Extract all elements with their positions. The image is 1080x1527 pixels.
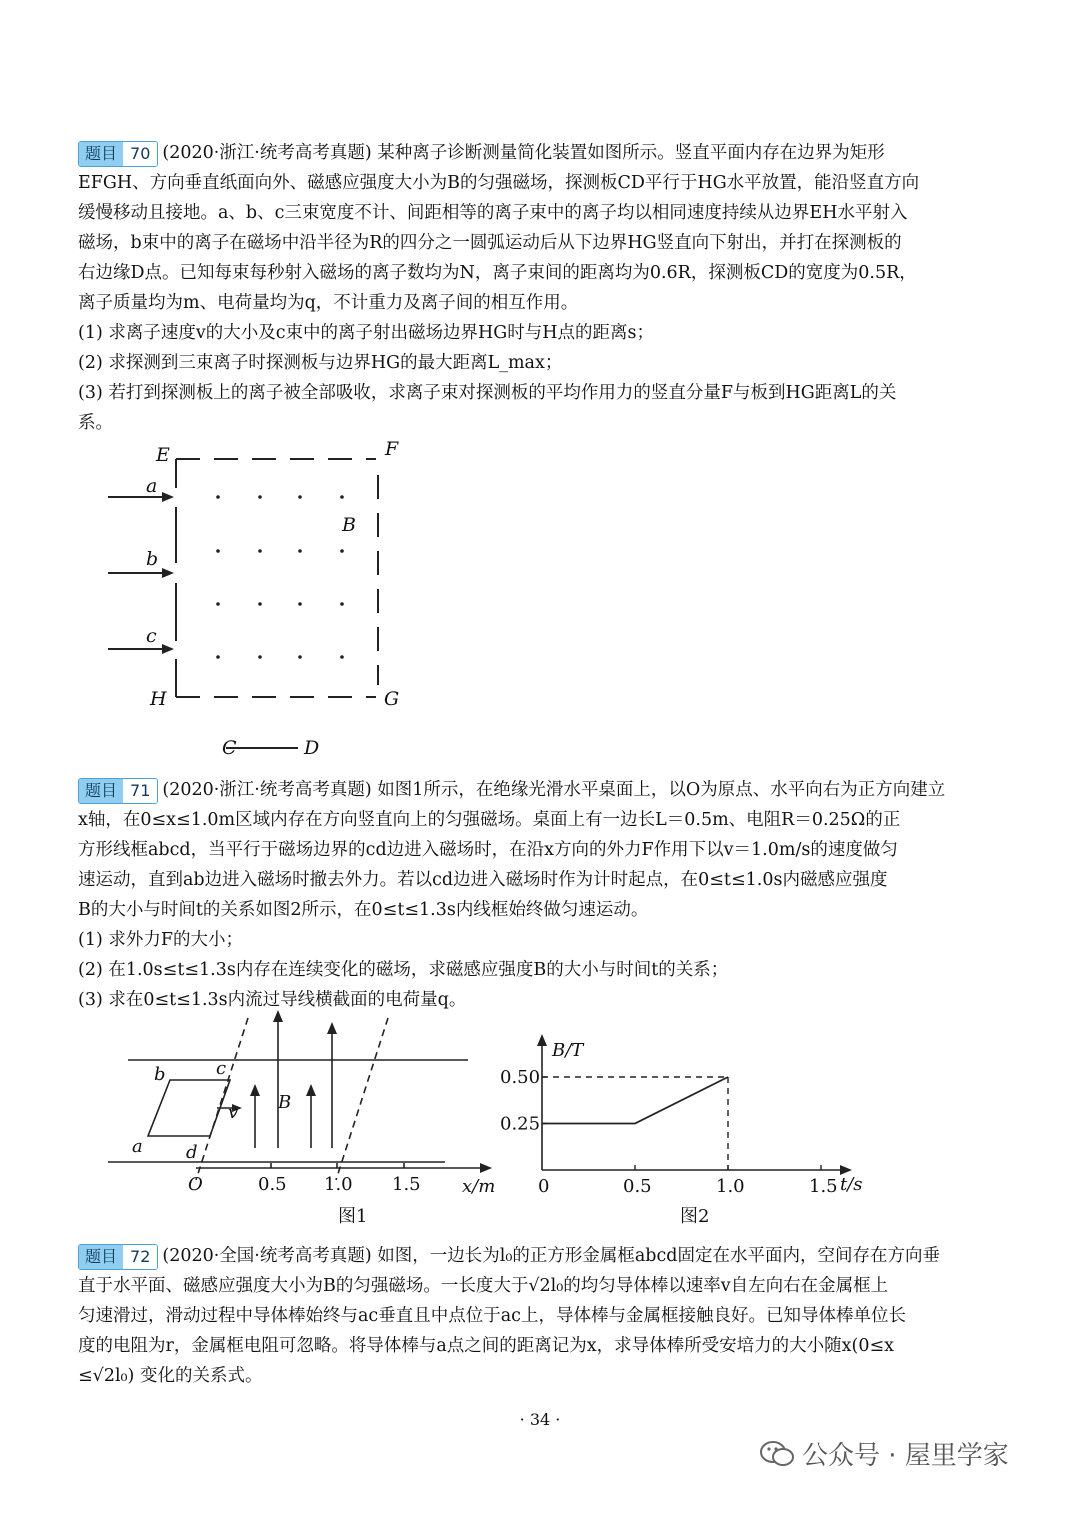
q72-line-1 bbox=[78, 1241, 940, 1271]
q72-text-1: (2020·全国·统考高考真题) 如图，一边长为l₀的正方形金属框abcd固定在水平面内，空间存在方向垂 bbox=[162, 1246, 941, 1266]
q71-sub-3: (3) 求在0≤t≤1.3s内流过导线横截面的电荷量q。 bbox=[78, 990, 467, 1010]
tag-number: 70 bbox=[123, 142, 157, 166]
x-tick-label: 0.5 bbox=[623, 1176, 652, 1197]
q70-sub-2: (2) 求探测到三束离子时探测板与边界HG的最大距离L_max； bbox=[78, 353, 563, 373]
x-tick-label-1.5: 1.5 bbox=[392, 1174, 421, 1195]
tag-number: 72 bbox=[123, 1245, 157, 1269]
q72-line-2: 直于水平面、磁感应强度大小为B的匀强磁场。一长度大于√2l₀的均匀导体棒以速率v自左向右在金属框上 bbox=[78, 1276, 889, 1296]
x-tick-label: 0 bbox=[538, 1176, 550, 1197]
y-tick-label: 0.50 bbox=[500, 1067, 541, 1088]
question-tag bbox=[78, 1244, 158, 1270]
x-tick-label: 1.0 bbox=[716, 1176, 745, 1197]
label-H: H bbox=[150, 688, 167, 710]
tag-label: 题目 bbox=[79, 1245, 123, 1269]
label-B: B bbox=[342, 514, 356, 536]
tag-number: 71 bbox=[123, 779, 157, 803]
q72-line-4: 度的电阻为r，金属框电阻可忽略。将导体棒与a点之间的距离记为x，求导体棒所受安培力的大小随x(0≤x bbox=[78, 1336, 895, 1356]
q71-line-1 bbox=[78, 775, 945, 805]
q70-sub-1: (1) 求离子速度v的大小及c束中的离子射出磁场边界HG时与H点的距离s； bbox=[78, 323, 655, 343]
field-arrowhead-4-icon bbox=[306, 1084, 316, 1096]
y-tick-label: 0.25 bbox=[500, 1113, 541, 1135]
q70-text-1: (2020·浙江·统考高考真题) 某种离子诊断测量简化装置如图所示。竖直平面内存在边界为矩形 bbox=[162, 143, 885, 163]
label-O: O bbox=[188, 1174, 203, 1195]
q71-line-4: 速运动，直到ab边进入磁场时撤去外力。若以cd边进入磁场时作为计时起点，在0≤t≤1.0s内磁感应强度 bbox=[78, 870, 888, 890]
q71-sub-1: (1) 求外力F的大小； bbox=[78, 930, 243, 950]
q70-line-6: 离子质量均为m、电荷量均为q，不计重力及离子间的相互作用。 bbox=[78, 293, 579, 313]
q71-line-2: x轴，在0≤x≤1.0m区域内存在方向竖直向上的匀强磁场。桌面上有一边长L＝0.5m、电阻R＝0.25Ω的正 bbox=[78, 810, 901, 830]
q70-figure bbox=[100, 435, 420, 765]
watermark bbox=[760, 1435, 1009, 1472]
label-c: c bbox=[216, 1058, 227, 1079]
field-arrowhead-2-icon bbox=[327, 1022, 337, 1034]
label-C: C bbox=[222, 737, 237, 759]
q71-text-1: (2020·浙江·统考高考真题) 如图1所示，在绝缘光滑水平桌面上，以O为原点、水平向右为正方向建立 bbox=[162, 780, 946, 800]
q70-line-4: 磁场，b束中的离子在磁场中沿半径为R的四分之一圆弧运动后从下边界HG竖直向下射出，并打在探测板的 bbox=[78, 233, 902, 253]
x-tick-label-1.0: 1.0 bbox=[324, 1174, 353, 1195]
field-edge-left bbox=[196, 1018, 248, 1180]
y-axis-arrow-icon bbox=[537, 1034, 547, 1046]
x-axis-label: x/m bbox=[462, 1176, 496, 1197]
q70-line-5: 右边缘D点。已知每束每秒射入磁场的离子数均为N，离子束间的距离均为0.6R，探测板CD的宽度为0.5R， bbox=[78, 263, 917, 283]
label-a: a bbox=[132, 1136, 143, 1157]
x-tick-label: 1.5 bbox=[809, 1176, 838, 1197]
figure-2-caption: 图2 bbox=[680, 1206, 710, 1227]
label-F: F bbox=[385, 438, 399, 460]
field-dots bbox=[216, 495, 344, 659]
series-line-B bbox=[542, 1077, 728, 1124]
arrow-a-icon bbox=[162, 492, 174, 502]
q70-line-1 bbox=[78, 138, 885, 168]
label-v: v bbox=[228, 1102, 239, 1123]
label-a: a bbox=[146, 475, 158, 497]
q70-line-2: EFGH、方向垂直纸面向外、磁感应强度大小为B的匀强磁场，探测板CD平行于HG水平放置，能沿竖直方向 bbox=[78, 173, 920, 193]
q71-sub-2: (2) 在1.0s≤t≤1.3s内存在连续变化的磁场，求磁感应强度B的大小与时间t的关系； bbox=[78, 960, 729, 980]
field-arrowhead-1-icon bbox=[273, 1010, 283, 1022]
q72-line-5: ≤√2l₀) 变化的关系式。 bbox=[78, 1366, 263, 1386]
field-edge-right bbox=[336, 1018, 388, 1180]
q71-line-5: B的大小与时间t的关系如图2所示，在0≤t≤1.3s内线框始终做匀速运动。 bbox=[78, 900, 649, 920]
arrow-b-icon bbox=[162, 568, 174, 578]
q71-figure-2-chart bbox=[490, 1030, 880, 1230]
page-number: · 34 · bbox=[519, 1410, 561, 1429]
watermark-text: 公众号 · 屋里学家 bbox=[802, 1441, 1009, 1471]
label-b: b bbox=[154, 1064, 166, 1085]
label-b: b bbox=[146, 548, 159, 570]
tag-label: 题目 bbox=[79, 142, 123, 166]
q70-sub-3-cont: 系。 bbox=[78, 413, 113, 433]
field-arrowhead-3-icon bbox=[250, 1084, 260, 1096]
label-c: c bbox=[146, 625, 157, 647]
q70-line-3: 缓慢移动且接地。a、b、c三束宽度不计、间距相等的离子束中的离子均以相同速度持续从边界EH水平射入 bbox=[78, 203, 908, 223]
label-d: d bbox=[186, 1142, 198, 1163]
wechat-icon bbox=[760, 1440, 794, 1468]
x-axis-label: t/s bbox=[840, 1174, 863, 1195]
q70-sub-3: (3) 若打到探测板上的离子被全部吸收，求离子束对探测板的平均作用力的竖直分量F与板到HG距离L的关 bbox=[78, 383, 897, 403]
question-tag bbox=[78, 141, 158, 167]
tag-label: 题目 bbox=[79, 779, 123, 803]
label-B: B bbox=[278, 1092, 292, 1113]
arrow-c-icon bbox=[162, 644, 174, 654]
label-E: E bbox=[156, 444, 170, 466]
q72-line-3: 匀速滑过，滑动过程中导体棒始终与ac垂直且中点位于ac上，导体棒与金属框接触良好。已知导体棒单位长 bbox=[78, 1306, 906, 1326]
x-tick-label-0.5: 0.5 bbox=[258, 1174, 287, 1195]
q71-figure-1 bbox=[100, 1010, 510, 1230]
question-tag bbox=[78, 778, 158, 804]
q71-line-3: 方形线框abcd，当平行于磁场边界的cd边进入磁场时，在沿x方向的外力F作用下以v＝1.0m/s的速度做匀 bbox=[78, 840, 898, 860]
figure-1-caption: 图1 bbox=[338, 1206, 368, 1227]
y-axis-label: B/T bbox=[552, 1040, 584, 1061]
label-D: D bbox=[304, 737, 320, 759]
label-G: G bbox=[384, 688, 400, 710]
